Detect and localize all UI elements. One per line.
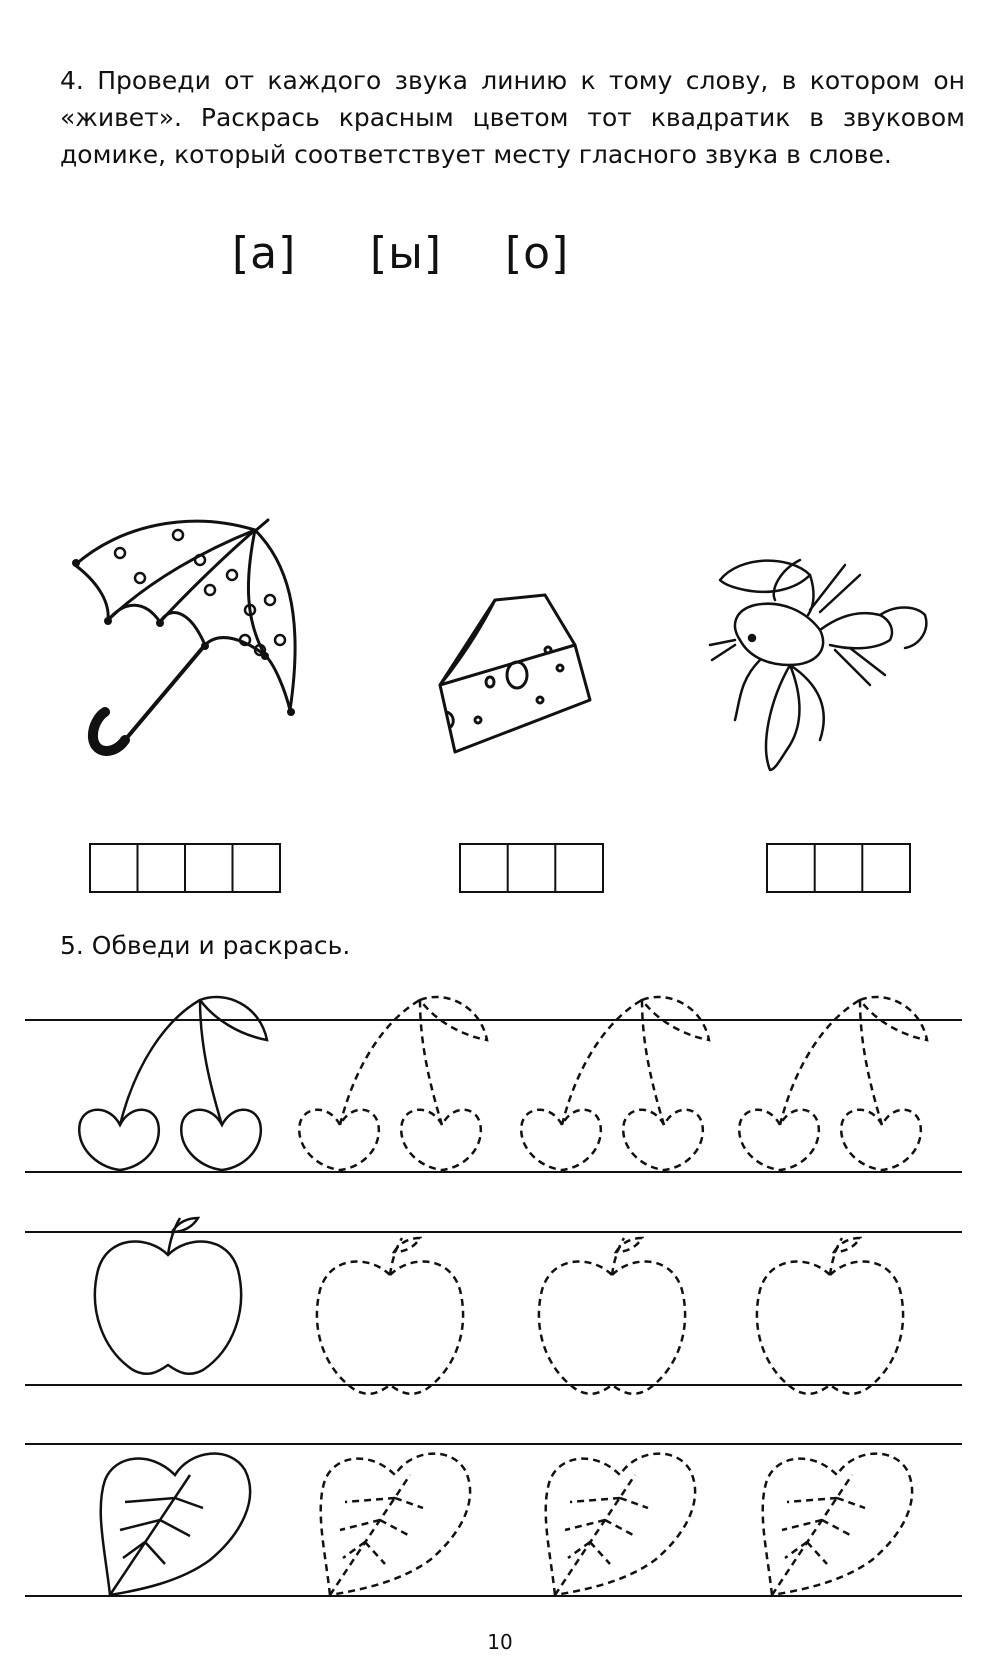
page-number: 10 — [487, 1630, 513, 1654]
tracing-row-apples — [95, 1218, 903, 1394]
sound-house-umbrella[interactable] — [90, 844, 280, 892]
tracing-row-leaves — [101, 1454, 912, 1595]
tracing-row-cherries — [79, 997, 927, 1170]
sound-house-cheese[interactable] — [460, 844, 603, 892]
apple-dashed-1[interactable] — [317, 1238, 463, 1394]
leaf-dashed-3[interactable] — [763, 1454, 912, 1595]
apple-dashed-3[interactable] — [757, 1238, 903, 1394]
cherry-icon — [79, 997, 267, 1170]
sound-a: [а] — [232, 228, 297, 279]
sound-house-crayfish[interactable] — [767, 844, 910, 892]
apple-icon — [95, 1218, 241, 1374]
leaf-dashed-1[interactable] — [321, 1454, 470, 1595]
apple-dashed-2[interactable] — [539, 1238, 685, 1394]
sound-o: [о] — [505, 228, 570, 279]
task-5-instruction: 5. Обведи и раскрась. — [60, 931, 351, 960]
cherry-dashed-2[interactable] — [521, 997, 709, 1170]
crayfish-icon — [710, 560, 926, 770]
cherry-dashed-3[interactable] — [739, 997, 927, 1170]
task-4-instruction: 4. Проведи от каждого звука линию к тому слову, в котором он «живет». Раскрась красным цветом тот квадратик в звуковом домике, который соответствует месту гласного звука в слове. — [60, 66, 965, 169]
cherry-dashed-1[interactable] — [299, 997, 487, 1170]
leaf-icon — [101, 1454, 250, 1595]
leaf-dashed-2[interactable] — [546, 1454, 695, 1595]
cheese-icon — [440, 595, 590, 752]
sound-y: [ы] — [370, 228, 443, 279]
umbrella-icon — [72, 520, 295, 751]
